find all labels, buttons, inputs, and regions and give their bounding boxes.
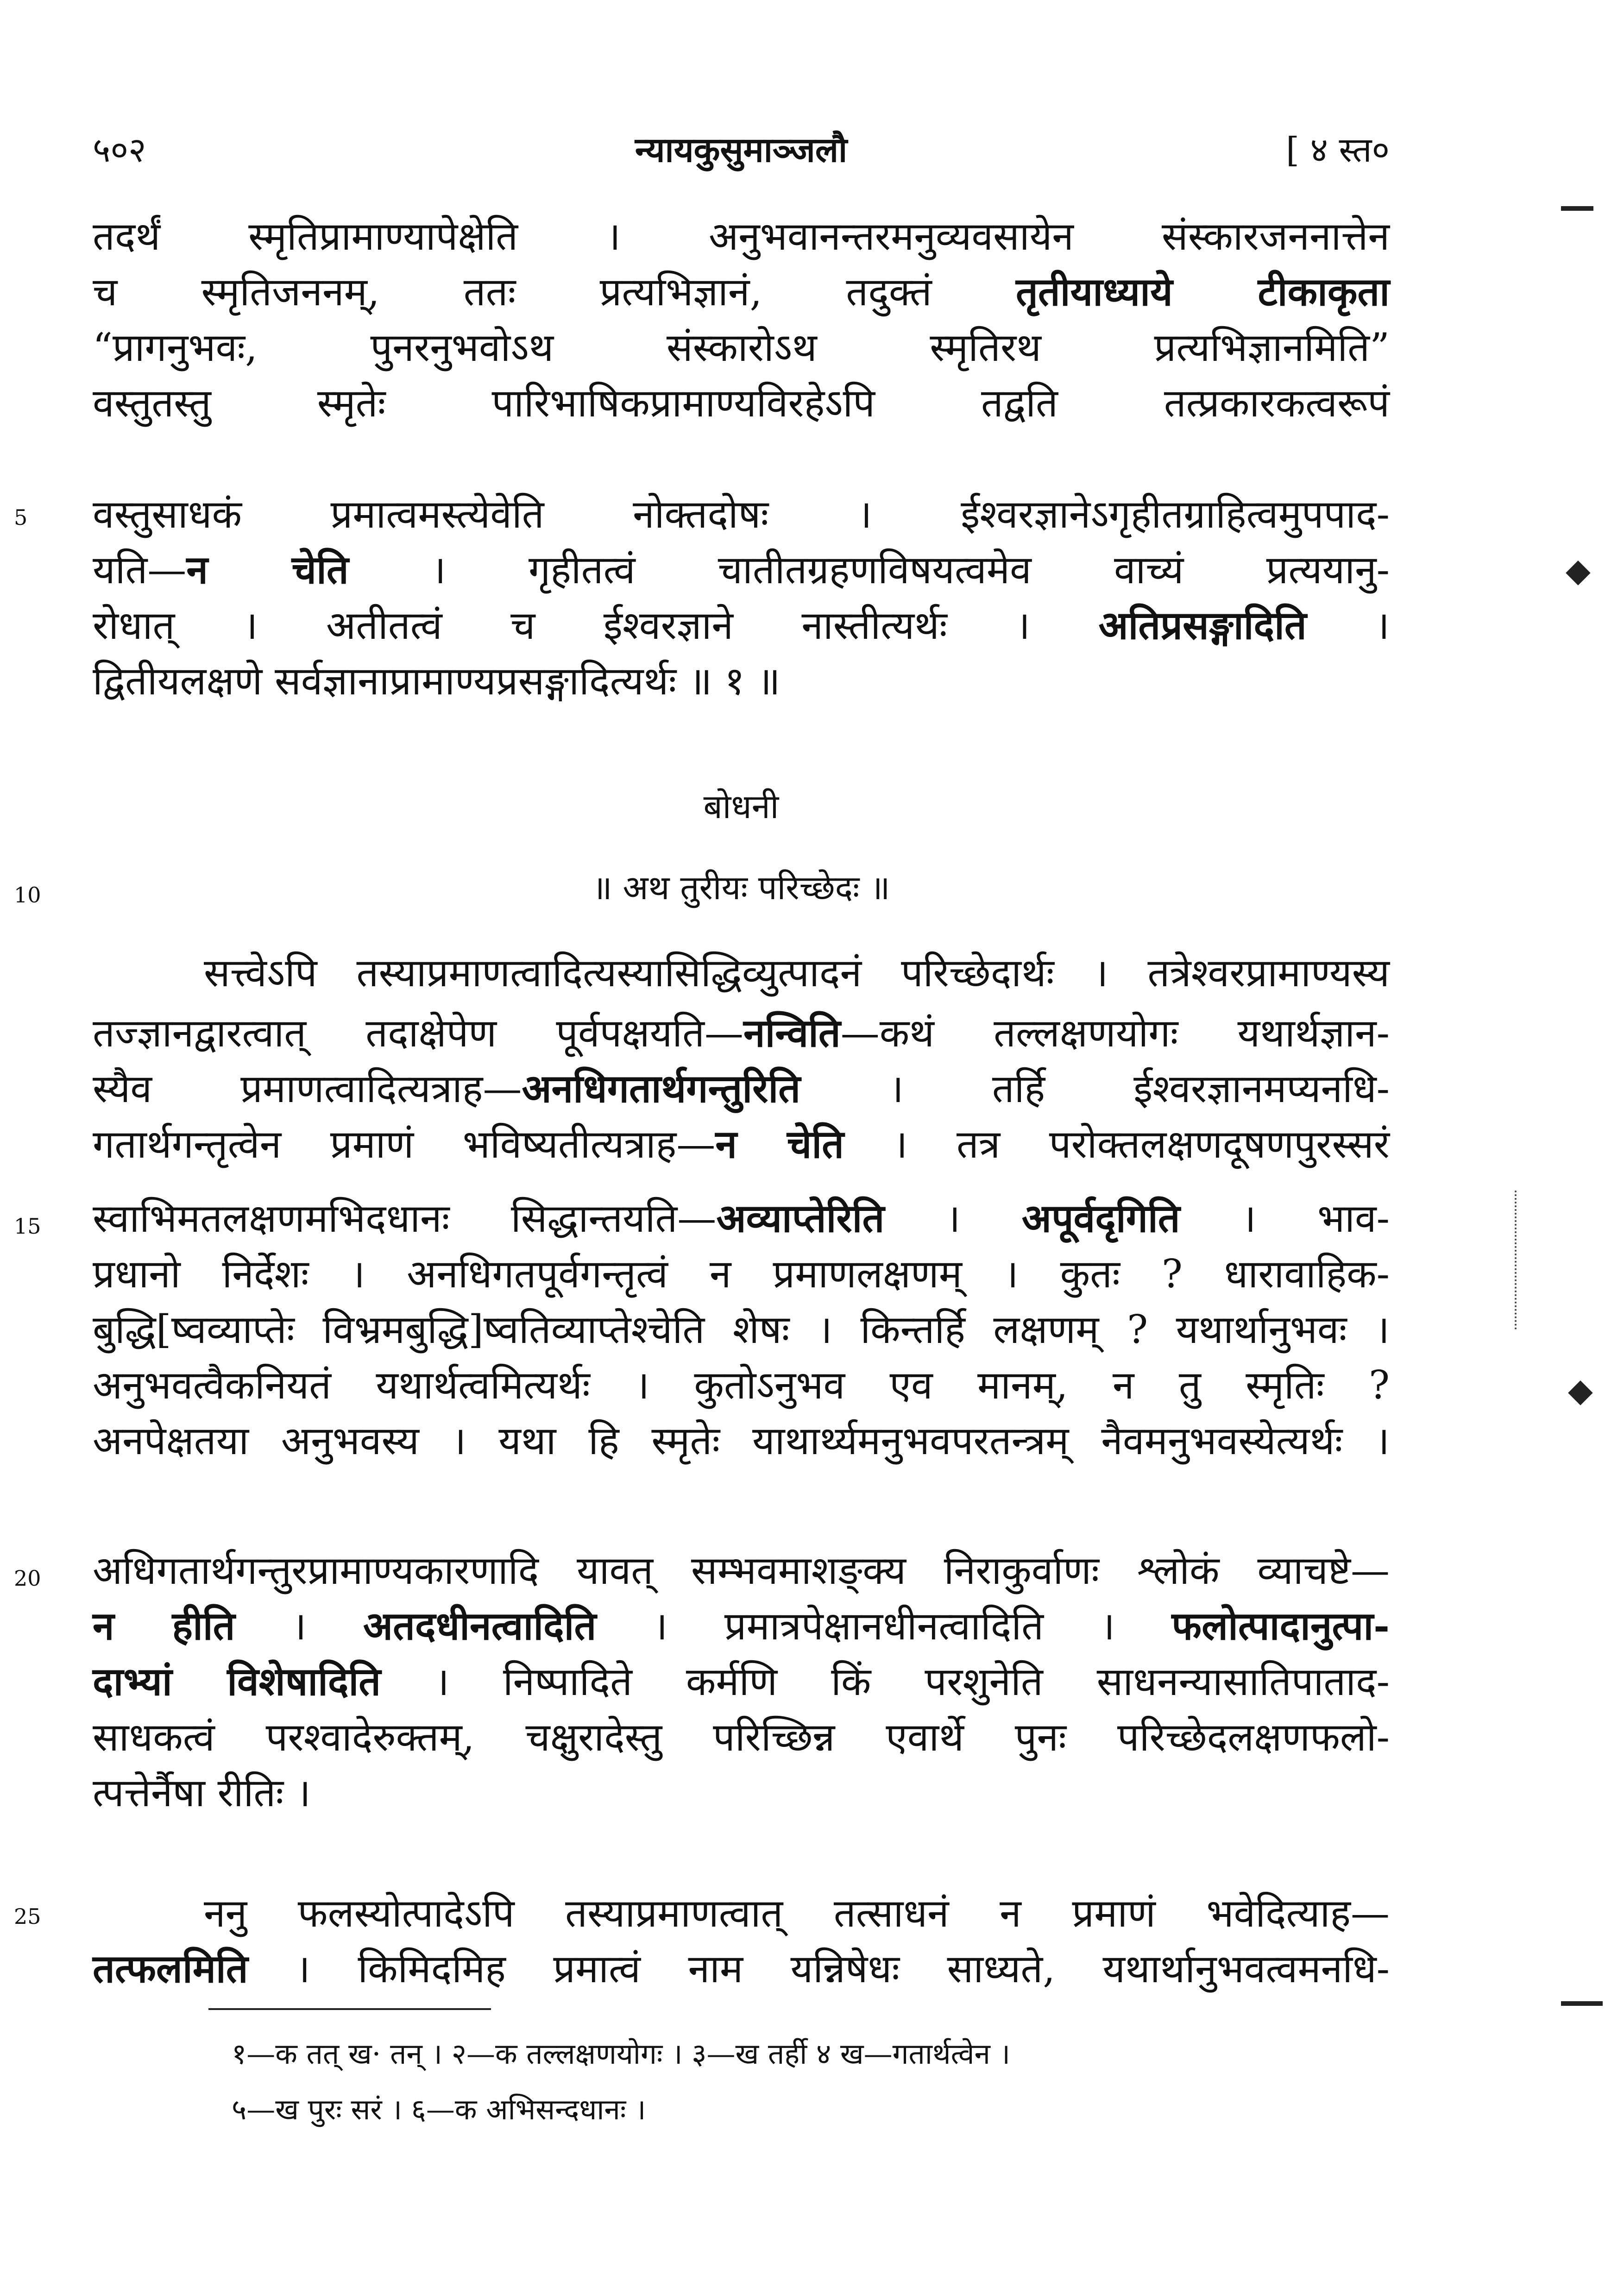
- text-line: तत्फलमिति । किमिदमिह प्रमात्वं नाम यन्निषेधः साध्यते, यथार्थानुभवत्वमनधि-: [93, 1946, 1390, 1991]
- margin-mark: [1515, 1191, 1517, 1330]
- text-line: वस्तुतस्तु स्मृतेः पारिभाषिकप्रामाण्यविरहेऽपि तद्वति तत्प्रकारकत्वरूपं: [93, 380, 1390, 426]
- margin-mark: ◆: [1568, 1371, 1593, 1409]
- page-number: ५०२: [93, 130, 146, 170]
- commentary-title: बोधनी: [703, 787, 779, 826]
- margin-mark: [1561, 206, 1593, 211]
- line-number: 10: [14, 882, 41, 907]
- line-number: 25: [14, 1904, 41, 1929]
- footnote-line: ५—ख पुरः सरं । ६—क अभिसन्दधानः ।: [232, 2092, 646, 2126]
- text-line: अधिगतार्थगन्तुरप्रामाण्यकारणादि यावत् सम्भवमाशङ्क्य निराकुर्वाणः श्लोकं व्याचष्टे—: [93, 1548, 1390, 1593]
- text-line: त्पत्तेर्नैषा रीतिः ।: [93, 1770, 311, 1815]
- text-line: वस्तुसाधकं प्रमात्वमस्त्येवेति नोक्तदोषः । ईश्वरज्ञानेऽगृहीतग्राहित्वमुपपाद-: [93, 491, 1390, 537]
- text-line: द्वितीयलक्षणे सर्वज्ञानाप्रामाण्यप्रसङ्गादित्यर्थः ॥ १ ॥: [93, 658, 781, 704]
- text-line: यति—न चेति । गृहीतत्वं चातीतग्रहणविषयत्वमेव वाच्यं प्रत्ययानु-: [93, 547, 1390, 592]
- text-line: तज्ज्ञानद्वारत्वात् तदाक्षेपेण पूर्वपक्षयति—नन्विति—कथं तल्लक्षणयोगः यथार्थज्ञान-: [93, 1010, 1390, 1056]
- line-number: 5: [14, 505, 28, 530]
- text-line: अनपेक्षतया अनुभवस्य । यथा हि स्मृतेः याथार्थ्यमनुभवपरतन्त्रम् नैवमनुभवस्येत्यर्थः ।: [93, 1418, 1390, 1463]
- section-label: [ ४ स्त०: [1286, 130, 1390, 170]
- text-line: स्वाभिमतलक्षणमभिदधानः सिद्धान्तयति—अव्याप्तेरिति । अपूर्वदृगिति । भाव-: [93, 1195, 1390, 1241]
- running-title: न्यायकुसुमाञ्जलौ: [635, 130, 848, 170]
- text-line: न हीति । अतदधीनत्वादिति । प्रमात्रपेक्षानधीनत्वादिति । फलोत्पादानुत्पा-: [93, 1603, 1390, 1649]
- text-line: अनुभवत्वैकनियतं यथार्थत्वमित्यर्थः । कुतोऽनुभव एव मानम्, न तु स्मृतिः ?: [93, 1362, 1390, 1408]
- text-line: प्रधानो निर्देशः । अनधिगतपूर्वगन्तृत्वं न प्रमाणलक्षणम् । कुतः ? धारावाहिक-: [93, 1251, 1390, 1297]
- text-line: दाभ्यां विशेषादिति । निष्पादिते कर्मणि किं परशुनेति साधनन्यासातिपाताद-: [93, 1658, 1390, 1704]
- text-line: बुद्धि[ष्वव्याप्तेः विभ्रमबुद्धि]ष्वतिव्याप्तेश्चेति शेषः । किन्तर्हि लक्षणम् ? यथार्थानुभवः ।: [93, 1307, 1390, 1352]
- text-line: ननु फलस्योत्पादेऽपि तस्याप्रमाणत्वात् तत्साधनं न प्रमाणं भवेदित्याह—: [204, 1890, 1390, 1936]
- text-line: तदर्थं स्मृतिप्रामाण्यापेक्षेति । अनुभवानन्तरमनुव्यवसायेन संस्कारजननात्तेन: [93, 214, 1390, 259]
- text-line: सत्त्वेऽपि तस्याप्रमाणत्वादित्यस्यासिद्धिव्युत्पादनं परिच्छेदार्थः । तत्रेश्वरप्रामाण्यस्य: [204, 950, 1390, 996]
- text-line: च स्मृतिजननम्, ततः प्रत्यभिज्ञानं, तदुक्तं तृतीयाध्याये टीकाकृता: [93, 269, 1390, 315]
- margin-mark: [1561, 2001, 1603, 2006]
- chapter-heading: ॥ अथ तुरीयः परिच्छेदः ॥: [592, 868, 890, 907]
- line-number: 20: [14, 1566, 41, 1591]
- line-number: 15: [14, 1214, 41, 1239]
- text-line: साधकत्वं परश्वादेरुक्तम्, चक्षुरादेस्तु परिच्छिन्न एवार्थे पुनः परिच्छेदलक्षणफलो-: [93, 1714, 1390, 1760]
- text-line: “प्रागनुभवः, पुनरनुभवोऽथ संस्कारोऽथ स्मृतिरथ प्रत्यभिज्ञानमिति”: [93, 325, 1390, 370]
- page-header: [93, 116, 1390, 181]
- text-line: रोधात् । अतीतत्वं च ईश्वरज्ञाने नास्तीत्यर्थः । अतिप्रसङ्गादिति ।: [93, 602, 1390, 648]
- margin-mark: ◆: [1566, 551, 1591, 589]
- text-line: स्यैव प्रमाणत्वादित्यत्राह—अनधिगतार्थगन्तुरिति । तर्हि ईश्वरज्ञानमप्यनधि-: [93, 1065, 1390, 1111]
- text-line: गतार्थगन्तृत्वेन प्रमाणं भविष्यतीत्यत्राह—न चेति । तत्र परोक्तलक्षणदूषणपुरस्सरं: [93, 1121, 1390, 1167]
- footnote-rule: [208, 2008, 491, 2010]
- footnote-line: १—क तत् ख· तन् । २—क तल्लक्षणयोगः । ३—ख तर्ही ४ ख—गतार्थत्वेन ।: [232, 2037, 1011, 2071]
